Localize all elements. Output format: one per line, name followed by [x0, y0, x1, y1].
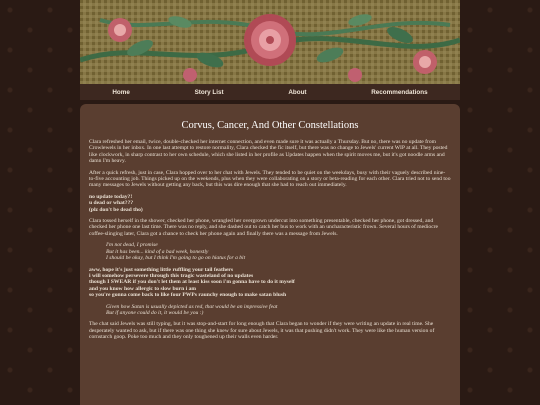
chat-reply-group — [106, 242, 451, 261]
nav-recommendations-link[interactable]: Recommendations — [371, 88, 428, 96]
story-paragraph: The chat said Jewels was still typing, but it was stop-and-start for long enough that Clara began to wonder if they were writing an update in real time. She desperately wanted to ask, but if there was one thing she knew for sure about Jewels, it was that pushing didn't work. They were like the human version of cornstarch goop. Poke too much and they only toughened up their walls even harder. — [89, 321, 435, 341]
nav-story-list-link[interactable]: Story List — [194, 88, 224, 96]
chat-message: and you know how allergic to slow burn i am — [89, 285, 197, 292]
story-panel — [80, 104, 460, 405]
nav-home-link[interactable]: Home — [112, 88, 130, 96]
nav-about-link[interactable]: About — [288, 88, 307, 96]
chat-message: u dead or what??? — [89, 200, 134, 207]
header-banner — [80, 0, 460, 86]
chat-reply: But it has been... kind of a bad week, honestly — [106, 248, 209, 255]
story-paragraph: After a quick refresh, just in case, Clara hopped over to her chat with Jewels. They tended to be quiet on the weekdays, busy with their vaguely described nine-to-five accounting job. Things picked up on the weekends, plus when they were collaborating on a story or beta-reading for each other. Clara tried not to send too many messages to Jewels without getting any back, but this was dire enough that she had to reach out immediately. — [89, 169, 451, 189]
chat-message: so you're gonna come back to like four PWPs raunchy enough to make satan blush — [89, 292, 287, 299]
story-title: Corvus, Cancer, And Other Constellations — [181, 120, 359, 131]
chat-message-group — [89, 194, 451, 213]
chat-reply: But if anyone could do it, it would be you :) — [106, 309, 204, 316]
chat-message: (plz don't be dead tho) — [89, 206, 143, 213]
story-paragraph: Clara tossed herself in the shower, checked her phone, wrangled her overgrown undercut into something presentable, checked her phone, got dressed, and checked her phone one last time. There was no reply, and she dashed out to catch her bus to work with an uncharacteristic frown. Several hours of mediocre coffee-slinging later, Clara got a chance to check her phone again and finally there was a message from Jewels. — [89, 218, 439, 237]
chat-reply-group — [106, 304, 451, 317]
chat-message: i will somehow persevere through this tragic wasteland of no updates — [89, 272, 254, 279]
chat-reply: Given how Satan is usually depicted as red, that would be an impressive feat — [106, 303, 278, 310]
chat-message: no update today?! — [89, 193, 133, 200]
story-paragraph: Clara refreshed her email, twice, double-checked her internet connection, and even made sure it was actually a Thursday. But no, there was no update from Crowlewels in her inbox. In one last attempt to restore normality, Clara checked the fic itself, but there was no change to Jewels' current WIP at all. They posted like clockwork, in sharp contrast to her own schedule, which she listed in her profile as Updates happen when the spirit moves me, but it's got noodle arms and damn I'm heavy. — [89, 139, 448, 165]
chat-reply: I should be okay, but I think I'm going to go on hiatus for a bit — [106, 255, 246, 262]
chat-message-group — [89, 267, 451, 299]
chat-reply: I'm not dead, I promise — [106, 242, 158, 249]
main-navigation — [80, 84, 460, 100]
chat-message: though I SWEAR if you don't let them at least kiss soon i'm gonna have to do it myself — [89, 279, 295, 286]
chat-message: aww, hope it's just something little ruffling your tail feathers — [89, 266, 234, 273]
floral-banner-image — [80, 0, 460, 84]
